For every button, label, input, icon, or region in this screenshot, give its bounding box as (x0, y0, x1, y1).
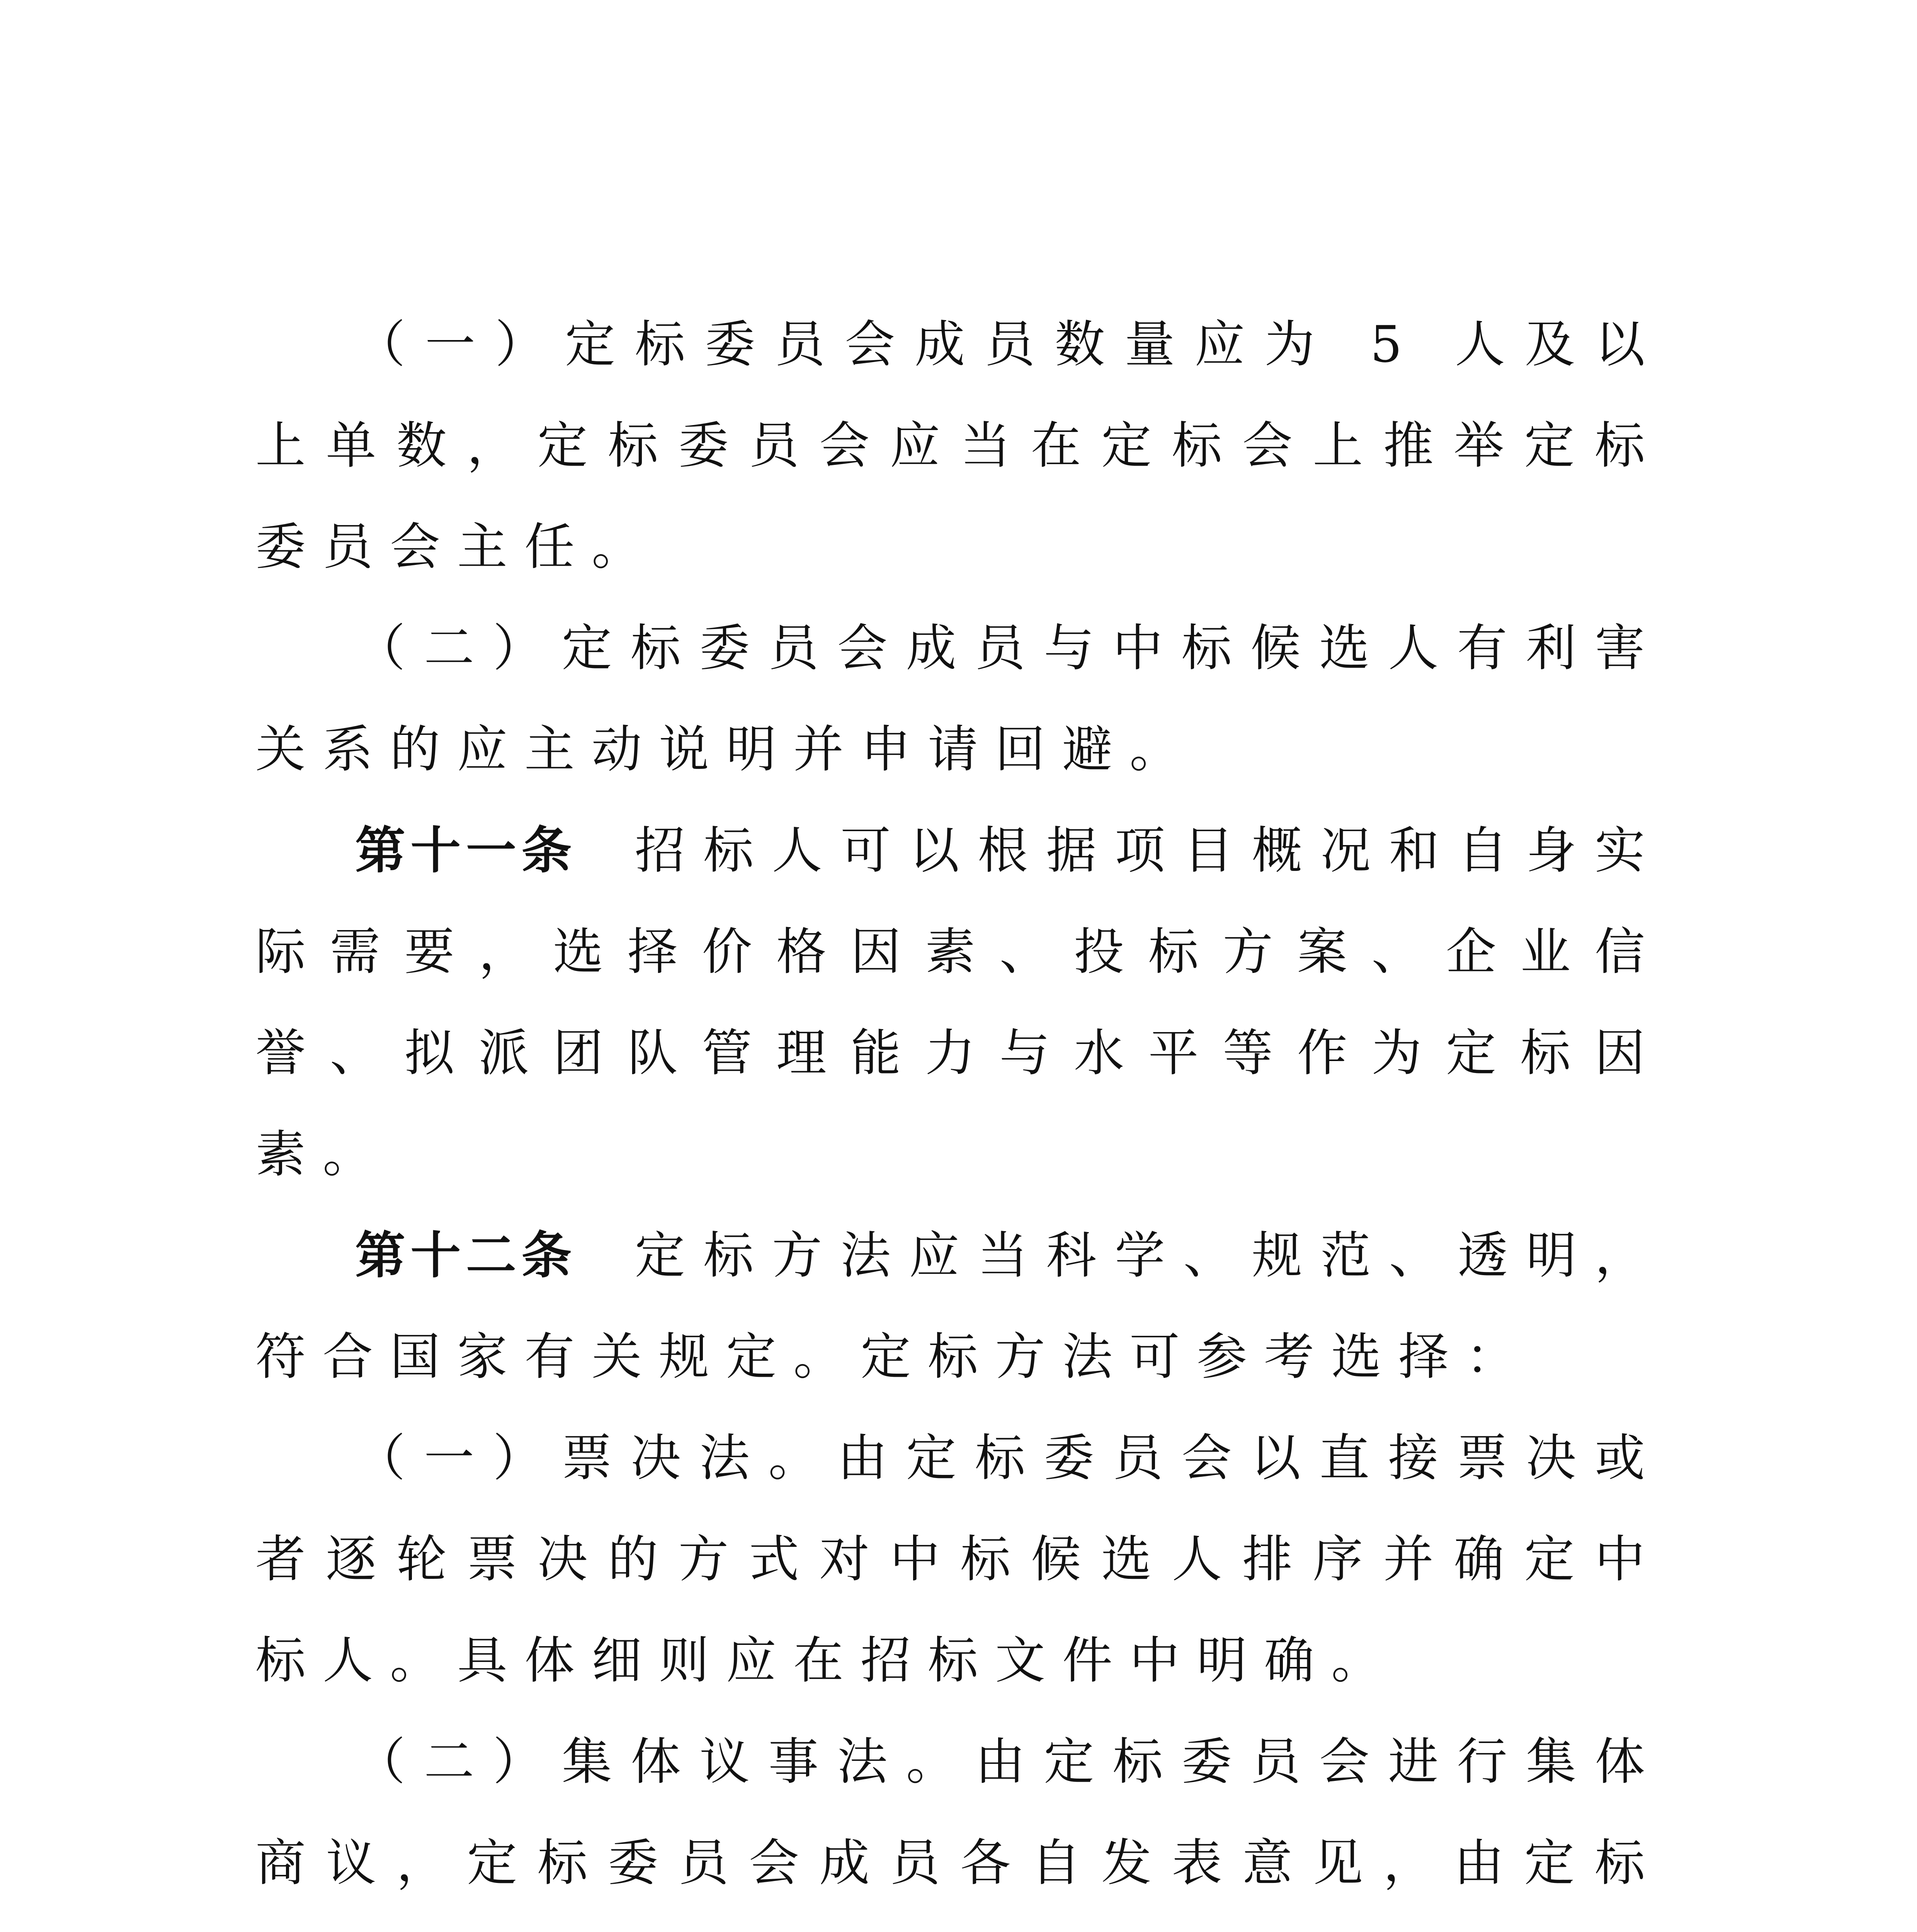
paragraph-text: 招标人可以根据项目概况和自身实际需要，选择价格因素、投标方案、企业信誉、拟派团队管理能力与水平等作为定标因素。 (255, 821, 1662, 1184)
paragraph-text: （二）定标委员会成员与中标候选人有利害关系的应主动说明并申请回避。 (255, 619, 1662, 779)
paragraph-text: （一）票决法。由定标委员会以直接票决或者逐轮票决的方式对中标候选人排序并确定中标人。具体细则应在招标文件中明确。 (255, 1429, 1662, 1690)
article-paragraph (255, 800, 1662, 1205)
paragraph-text: （二）集体议事法。由定标委员会进行集体商议，定标委员会成员各自发表意见，由定标 (255, 1732, 1662, 1892)
article-heading: 第十二条 (355, 1226, 577, 1285)
paragraph (255, 1711, 1662, 1932)
paragraph (255, 294, 1662, 597)
paragraph-text: （一）定标委员会成员数量应为 5 人及以上单数，定标委员会应当在定标会上推举定标委员会主任。 (255, 315, 1662, 576)
paragraph (255, 1407, 1662, 1711)
paragraph-text: 定标方法应当科学、规范、透明，符合国家有关规定。定标方法可参考选择： (255, 1226, 1662, 1386)
article-heading: 第十一条 (355, 821, 577, 880)
article-paragraph (255, 1205, 1662, 1407)
paragraph (255, 597, 1662, 800)
document-body (255, 294, 1662, 1932)
